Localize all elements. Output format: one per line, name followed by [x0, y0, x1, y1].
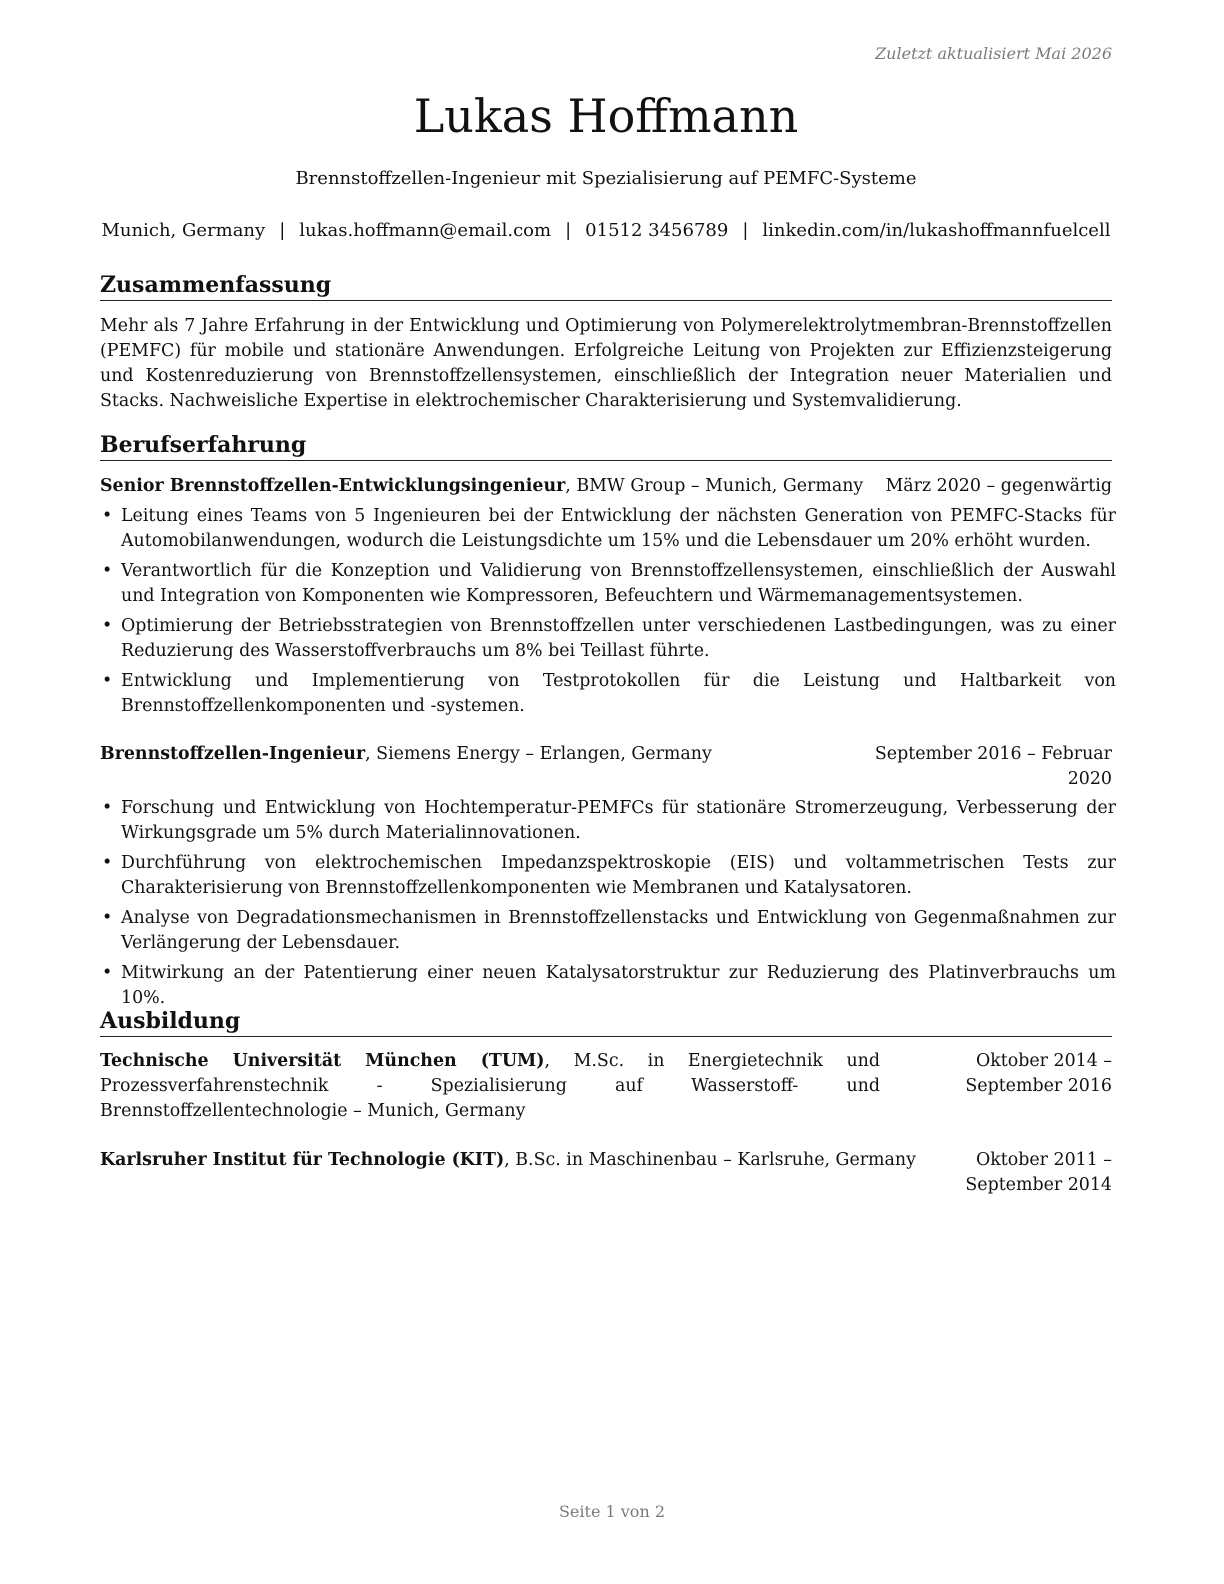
bullet-text: Analyse von Degradationsmechanismen in Brennstoffzellenstacks und Entwicklung von Gegenmaßnahmen zur Verlängerung der Lebensdauer.	[121, 908, 1116, 953]
contact-email[interactable]: lukas.hoffmann@email.com	[299, 220, 552, 241]
contact-separator: |	[565, 220, 572, 241]
list-item	[100, 559, 1116, 609]
list-item	[100, 906, 1116, 956]
contact-phone[interactable]: 01512 3456789	[585, 220, 729, 241]
bullet-icon: •	[102, 506, 113, 526]
contact-line	[88, 218, 1124, 244]
list-item	[100, 796, 1116, 846]
bullet-text: Entwicklung und Implementierung von Testprotokollen für die Leistung und Haltbarkeit von Brennstoffzellenkomponenten und -systemen.	[121, 671, 1116, 716]
education-text	[100, 1148, 916, 1173]
job-dates: März 2020 – gegenwärtig	[885, 476, 1112, 496]
bullet-icon: •	[102, 616, 113, 636]
section-title-education: Ausbildung	[100, 1007, 1112, 1037]
bullet-text: Optimierung der Betriebsstrategien von Brennstoffzellen unter verschiedenen Lastbedingungen, was zu einer Reduzierung des Wasserstoffverbrauchs um 8% bei Teillast führte.	[121, 616, 1116, 661]
job-role: Senior Brennstoffzellen-Entwicklungsingenieur	[100, 476, 566, 496]
bullet-icon: •	[102, 561, 113, 581]
candidate-headline: Brennstoffzellen-Ingenieur mit Spezialisierung auf PEMFC-Systeme	[295, 168, 917, 189]
section-title-experience: Berufserfahrung	[100, 431, 1112, 461]
page-number: Seite 1 von 2	[558, 1502, 666, 1521]
job-bullet-list	[100, 796, 1116, 1016]
bullet-icon: •	[102, 798, 113, 818]
job-org: , BMW Group – Munich, Germany	[565, 476, 864, 496]
bullet-icon: •	[102, 908, 113, 928]
education-dates: Oktober 2014 – September 2016	[965, 1051, 1112, 1096]
bullet-icon: •	[102, 853, 113, 873]
education-detail: , M.Sc. in Energietechnik und Prozessverfahrenstechnik - Spezialisierung auf Wasserstoff- und Brennstoffzellentechnologie – Munich, Germany	[100, 1051, 880, 1121]
contact-separator: |	[279, 220, 286, 241]
bullet-text: Durchführung von elektrochemischen Impedanzspektroskopie (EIS) und voltammetrischen Tests zur Charakterisierung von Brennstoffzellenkomponenten wie Membranen und Katalysatoren.	[121, 853, 1116, 898]
list-item	[100, 851, 1116, 901]
candidate-name: Lukas Hoffmann	[413, 89, 799, 143]
education-detail: , B.Sc. in Maschinenbau – Karlsruhe, Germany	[504, 1150, 916, 1170]
bullet-text: Verantwortlich für die Konzeption und Validierung von Brennstoffzellensystemen, einschließlich der Auswahl und Integration von Komponenten wie Kompressoren, Befeuchtern und Wärmemanagementsystemen.	[121, 561, 1116, 606]
bullet-icon: •	[102, 963, 113, 983]
job-org: , Siemens Energy – Erlangen, Germany	[365, 744, 712, 764]
job-title-line	[100, 742, 712, 767]
education-school: Karlsruher Institut für Technologie (KIT)	[100, 1150, 505, 1170]
list-item	[100, 961, 1116, 1011]
list-item	[100, 614, 1116, 664]
list-item	[100, 669, 1116, 719]
section-title-summary: Zusammenfassung	[100, 271, 1112, 301]
contact-separator: |	[742, 220, 749, 241]
education-text	[100, 1049, 880, 1124]
education-school: Technische Universität München (TUM)	[100, 1051, 545, 1071]
summary-text: Mehr als 7 Jahre Erfahrung in der Entwicklung und Optimierung von Polymerelektrolytmembran-Brennstoffzellen (PEMFC) für mobile und stationäre Anwendungen. Erfolgreiche Leitung von Projekten zur Effizienzsteigerung und Kostenreduzierung von Brennstoffzellensystemen, einschließlich der Integration neuer Materialien und Stacks. Nachweisliche Expertise in elektrochemischer Charakterisierung und Systemvalidierung.	[100, 316, 1112, 411]
bullet-icon: •	[102, 671, 113, 691]
job-bullet-list	[100, 504, 1116, 724]
contact-location: Munich, Germany	[101, 220, 266, 241]
bullet-text: Forschung und Entwicklung von Hochtemperatur-PEMFCs für stationäre Stromerzeugung, Verbesserung der Wirkungsgrade um 5% durch Materialinnovationen.	[121, 798, 1116, 843]
last-updated-note: Zuletzt aktualisiert Mai 2026	[875, 44, 1112, 63]
job-dates: September 2016 – Februar 2020	[874, 744, 1112, 789]
list-item	[100, 504, 1116, 554]
job-role: Brennstoffzellen-Ingenieur	[100, 744, 366, 764]
job-title-line	[100, 474, 863, 499]
education-dates: Oktober 2011 – September 2014	[965, 1150, 1112, 1195]
bullet-text: Mitwirkung an der Patentierung einer neuen Katalysatorstruktur zur Reduzierung des Platinverbrauchs um 10%.	[121, 963, 1116, 1008]
contact-linkedin[interactable]: linkedin.com/in/lukashoffmannfuelcell	[762, 220, 1111, 241]
bullet-text: Leitung eines Teams von 5 Ingenieuren bei der Entwicklung der nächsten Generation von PEMFC-Stacks für Automobilanwendungen, wodurch die Leistungsdichte um 15% und die Lebensdauer um 20% erhöht wurden.	[121, 506, 1116, 551]
